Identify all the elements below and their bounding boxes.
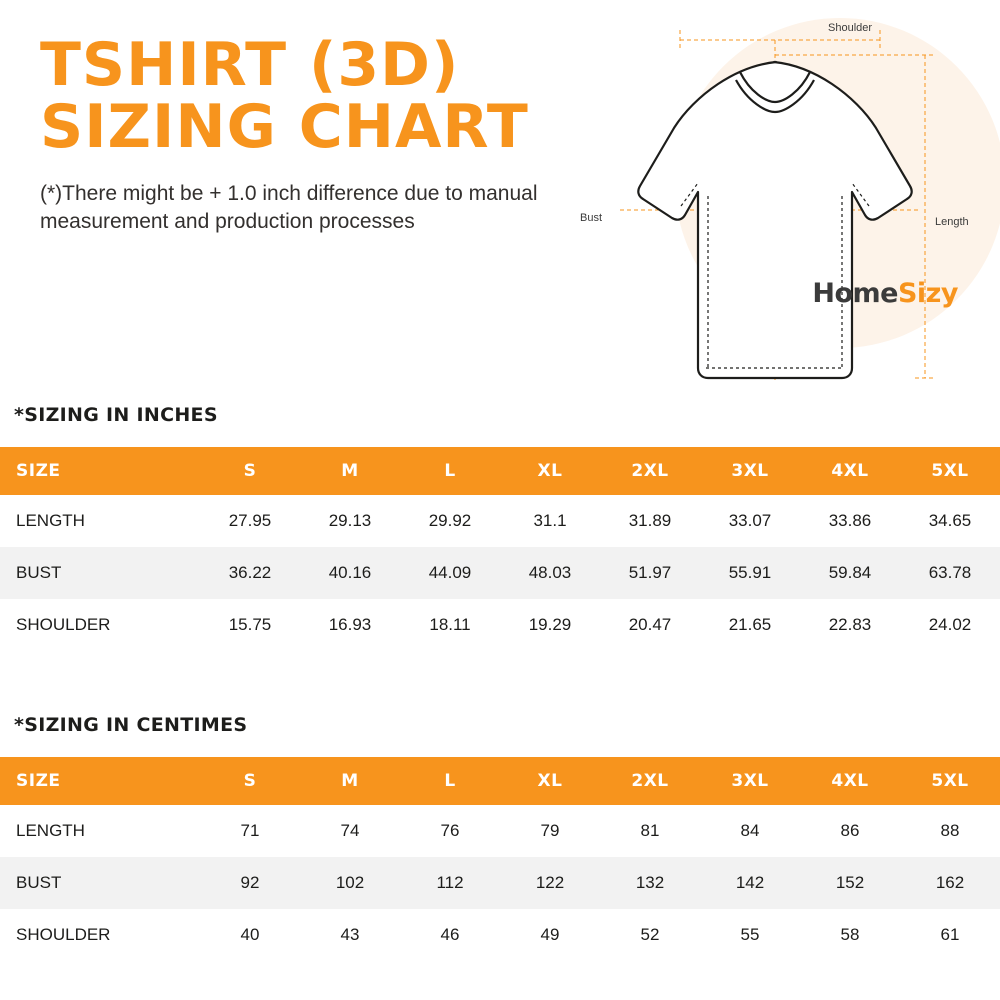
header-cell-size: SIZE	[0, 757, 200, 805]
tshirt-illustration	[580, 0, 1000, 400]
cell-bust-xl: 48.03	[528, 563, 572, 582]
cell-shoulder-4xl: 58	[840, 925, 860, 944]
row-label-shoulder: SHOULDER	[16, 615, 111, 634]
table-row	[0, 547, 1000, 599]
cell-shoulder-xl: 49	[540, 925, 560, 944]
page-title-line-2: SIZING CHART	[40, 92, 529, 162]
cell-shoulder-s: 15.75	[228, 615, 272, 634]
cell-shoulder-s: 40	[240, 925, 260, 944]
cell-length-3xl: 84	[740, 821, 760, 840]
cell-shoulder-5xl: 24.02	[928, 615, 972, 634]
cell-shoulder-3xl: 21.65	[728, 615, 772, 634]
header-cell-m: M	[300, 447, 400, 495]
cell-length-m: 74	[340, 821, 360, 840]
cell-bust-s: 36.22	[228, 563, 272, 582]
cell-bust-l: 112	[436, 873, 464, 892]
cell-bust-l: 44.09	[428, 563, 472, 582]
table-body-inches	[0, 495, 1000, 651]
cell-length-2xl: 31.89	[628, 511, 672, 530]
cell-shoulder-m: 16.93	[328, 615, 372, 634]
cell-bust-s: 92	[240, 873, 260, 892]
length-dimension-label: Length	[935, 216, 969, 228]
cell-bust-5xl: 63.78	[928, 563, 972, 582]
cell-bust-4xl: 152	[835, 873, 865, 892]
sizing-table-centimes	[0, 757, 1000, 961]
table-row	[0, 599, 1000, 651]
cell-shoulder-3xl: 55	[740, 925, 760, 944]
header-cell-5xl: 5XL	[900, 757, 1000, 805]
cell-bust-m: 40.16	[328, 563, 372, 582]
table-header-centimes	[0, 757, 1000, 805]
title-block	[40, 30, 603, 236]
section-label-inches: *SIZING IN INCHES	[14, 404, 218, 426]
sizing-table-centimes-wrapper	[0, 757, 1000, 961]
header-cell-l: L	[400, 757, 500, 805]
brand-logo	[812, 278, 958, 309]
cell-bust-2xl: 132	[635, 873, 665, 892]
header-cell-5xl: 5XL	[900, 447, 1000, 495]
section-label-centimes: *SIZING IN CENTIMES	[14, 714, 248, 736]
table-header-row	[0, 447, 1000, 495]
cell-length-5xl: 34.65	[928, 511, 972, 530]
cell-length-l: 76	[440, 821, 460, 840]
tshirt-diagram-icon	[580, 0, 1000, 400]
cell-shoulder-2xl: 52	[640, 925, 660, 944]
row-label-shoulder: SHOULDER	[16, 925, 111, 944]
cell-bust-5xl: 162	[935, 873, 965, 892]
cell-bust-xl: 122	[535, 873, 565, 892]
table-header-row	[0, 757, 1000, 805]
cell-bust-4xl: 59.84	[828, 563, 872, 582]
sizing-table-inches-wrapper	[0, 447, 1000, 651]
cell-length-s: 71	[240, 821, 260, 840]
cell-shoulder-m: 43	[340, 925, 360, 944]
row-label-length: LENGTH	[16, 821, 85, 840]
header-cell-m: M	[300, 757, 400, 805]
table-row	[0, 805, 1000, 857]
cell-length-3xl: 33.07	[728, 511, 772, 530]
table-body-centimes	[0, 805, 1000, 961]
cell-length-l: 29.92	[428, 511, 472, 530]
header-cell-xl: XL	[500, 447, 600, 495]
header-cell-xl: XL	[500, 757, 600, 805]
measurement-disclaimer: (*)There might be + 1.0 inch difference due to manual measurement and production processes	[40, 182, 538, 233]
cell-bust-3xl: 142	[735, 873, 765, 892]
cell-length-m: 29.13	[328, 511, 372, 530]
cell-shoulder-4xl: 22.83	[828, 615, 872, 634]
cell-shoulder-l: 18.11	[429, 615, 471, 634]
cell-length-4xl: 33.86	[828, 511, 872, 530]
header-cell-2xl: 2XL	[600, 447, 700, 495]
page-title-line-1: TSHIRT (3D)	[40, 30, 460, 100]
table-row	[0, 857, 1000, 909]
cell-length-4xl: 86	[840, 821, 860, 840]
cell-length-s: 27.95	[228, 511, 272, 530]
cell-bust-3xl: 55.91	[728, 563, 772, 582]
cell-shoulder-xl: 19.29	[528, 615, 572, 634]
header-cell-s: S	[200, 757, 300, 805]
brand-logo-home: Home	[812, 278, 898, 309]
cell-length-xl: 79	[540, 821, 560, 840]
table-row	[0, 495, 1000, 547]
table-row	[0, 909, 1000, 961]
header-cell-3xl: 3XL	[700, 447, 800, 495]
cell-shoulder-2xl: 20.47	[628, 615, 672, 634]
header-cell-4xl: 4XL	[800, 447, 900, 495]
header-cell-2xl: 2XL	[600, 757, 700, 805]
row-label-length: LENGTH	[16, 511, 85, 530]
header-cell-l: L	[400, 447, 500, 495]
header-cell-size: SIZE	[0, 447, 200, 495]
header-cell-s: S	[200, 447, 300, 495]
sizing-table-inches	[0, 447, 1000, 651]
cell-length-5xl: 88	[940, 821, 960, 840]
header-cell-4xl: 4XL	[800, 757, 900, 805]
header-cell-3xl: 3XL	[700, 757, 800, 805]
cell-shoulder-5xl: 61	[940, 925, 960, 944]
table-header-inches	[0, 447, 1000, 495]
cell-shoulder-l: 46	[440, 925, 460, 944]
bust-dimension-label: Bust	[580, 212, 603, 224]
cell-bust-2xl: 51.97	[628, 563, 672, 582]
shoulder-dimension-label: Shoulder	[828, 22, 873, 34]
row-label-bust: BUST	[16, 563, 62, 582]
header	[0, 0, 1000, 400]
cell-length-xl: 31.1	[533, 511, 567, 530]
brand-logo-sizy: Sizy	[897, 278, 958, 309]
cell-bust-m: 102	[335, 873, 365, 892]
cell-length-2xl: 81	[640, 821, 660, 840]
row-label-bust: BUST	[16, 873, 62, 892]
